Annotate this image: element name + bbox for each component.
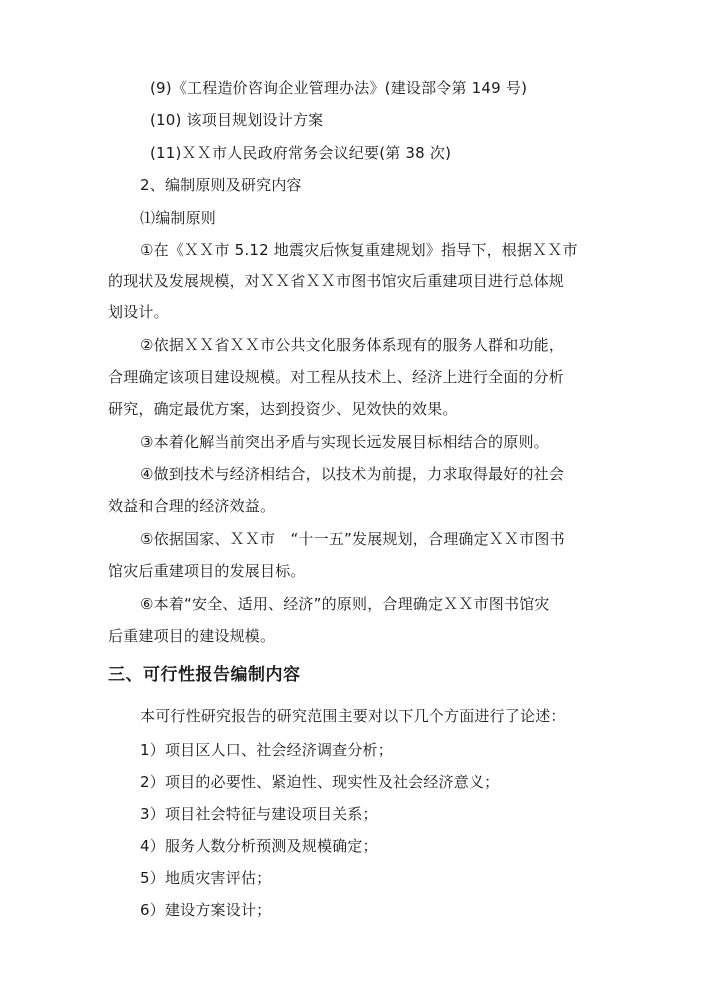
principle-1-line: 的现状及发展规模，对ＸＸ省ＸＸ市图书馆灾后重建项目进行总体规 xyxy=(108,272,565,290)
principle-2-line: ②依据ＸＸ省ＸＸ市公共文化服务体系现有的服务人群和功能， xyxy=(140,336,565,354)
reference-item: (11)ＸＸ市人民政府常务会议纪要(第 38 次) xyxy=(150,144,452,162)
principle-5-line: ⑤依据国家、ＸＸ市 “十一五”发展规划，合理确定ＸＸ市图书 xyxy=(140,530,565,548)
subsection-1-title: ⑴编制原则 xyxy=(140,209,217,227)
list-item: 1）项目区人口、社会经济调查分析； xyxy=(140,741,393,759)
principle-2-line: 研究，确定最优方案，达到投资少、见效快的效果。 xyxy=(108,400,458,418)
section-3-heading: 三、可行性报告编制内容 xyxy=(108,665,301,685)
reference-item: (9)《工程造价咨询企业管理办法》(建设部令第 149 号) xyxy=(150,79,528,97)
list-item: 6）建设方案设计； xyxy=(140,901,272,919)
principle-4-line: 效益和合理的经济效益。 xyxy=(108,497,276,515)
list-item: 3）项目社会特征与建设项目关系； xyxy=(140,805,378,823)
principle-5-line: 馆灾后重建项目的发展目标。 xyxy=(108,562,306,580)
principle-3-line: ③本着化解当前突出矛盾与实现长远发展目标相结合的原则。 xyxy=(140,433,549,451)
principle-6-line: 后重建项目的建设规模。 xyxy=(108,627,276,645)
list-item: 5）地质灾害评估； xyxy=(140,869,272,887)
reference-item: (10) 该项目规划设计方案 xyxy=(150,111,324,129)
principle-2-line: 合理确定该项目建设规模。对工程从技术上、经济上进行全面的分析 xyxy=(108,368,565,386)
principle-1-line: 划设计。 xyxy=(108,303,169,321)
section-3-intro: 本可行性研究报告的研究范围主要对以下几个方面进行了论述： xyxy=(140,707,566,725)
section-2-title: 2、编制原则及研究内容 xyxy=(140,176,302,194)
list-item: 4）服务人数分析预测及规模确定； xyxy=(140,837,378,855)
list-item: 2）项目的必要性、紧迫性、现实性及社会经济意义； xyxy=(140,773,500,791)
principle-6-line: ⑥本着“安全、适用、经济”的原则，合理确定ＸＸ市图书馆灾 xyxy=(140,595,550,613)
principle-4-line: ④做到技术与经济相结合，以技术为前提，力求取得最好的社会 xyxy=(140,465,565,483)
principle-1-line: ①在《ＸＸ市 5.12 地震灾后恢复重建规划》指导下，根据ＸＸ市 xyxy=(140,241,578,259)
